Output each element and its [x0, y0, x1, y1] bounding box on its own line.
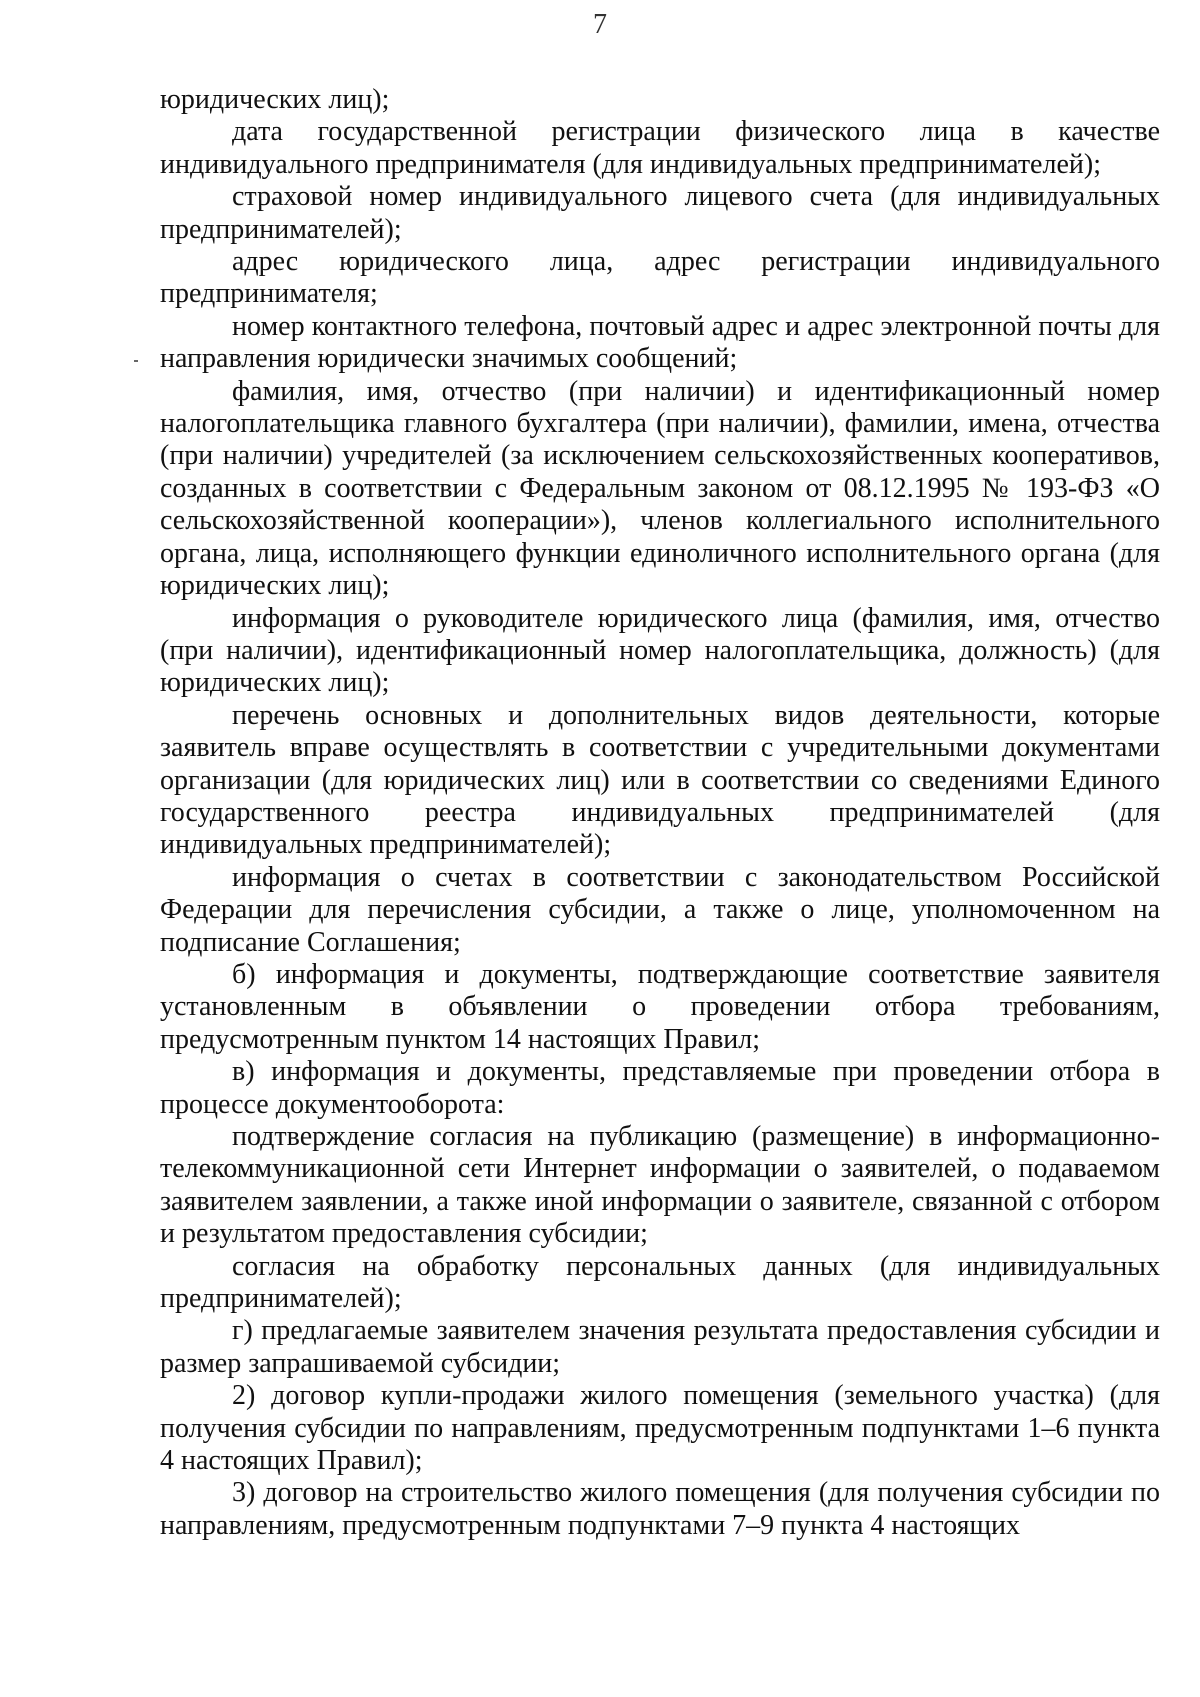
scan-mark — [134, 360, 138, 362]
paragraph-2: дата государственной регистрации физического лица в качестве индивидуального предпринимателя (для индивидуальных предпринимателей); — [160, 116, 1160, 180]
paragraph-15: 2) договор купли-продажи жилого помещения (земельного участка) (для получения субсидии по направлениям, предусмотренным подпунктами 1–6 пункта 4 настоящих Правил); — [160, 1380, 1160, 1477]
paragraph-1: юридических лиц); — [160, 84, 390, 115]
paragraph-14: г) предлагаемые заявителем значения результата предоставления субсидии и размер запрашиваемой субсидии; — [160, 1315, 1160, 1379]
paragraph-4: адрес юридического лица, адрес регистрации индивидуального предпринимателя; — [160, 246, 1160, 310]
paragraph-12: подтверждение согласия на публикацию (размещение) в информационно-телекоммуникационной сети Интернет информации о заявителей, о подаваемом заявителем заявлении, а также иной информации о заявителе, связанной с отбором и результатом предоставления субсидии; — [160, 1121, 1160, 1250]
document-body — [160, 84, 1160, 1542]
paragraph-9: информация о счетах в соответствии с законодательством Российской Федерации для перечисления субсидии, а также о лице, уполномоченном на подписание Соглашения; — [160, 861, 1160, 958]
paragraph-16: 3) договор на строительство жилого помещения (для получения субсидии по направлениям, предусмотренным подпунктами 7–9 пункта 4 настоящих — [160, 1477, 1160, 1541]
paragraph-5: номер контактного телефона, почтовый адрес и адрес электронной почты для направления юридически значимых сообщений; — [160, 310, 1160, 375]
paragraph-13: согласия на обработку персональных данных (для индивидуальных предпринимателей); — [160, 1250, 1160, 1315]
paragraph-3: страховой номер индивидуального лицевого счета (для индивидуальных предпринимателей); — [160, 181, 1160, 245]
paragraph-8: перечень основных и дополнительных видов деятельности, которые заявитель вправе осуществлять в соответствии с учредительными документами организации (для юридических лиц) или в соответствии со сведениями Единого государственного реестра индивидуальных предпринимателей (для индивидуальных предпринимателей); — [160, 699, 1160, 861]
paragraph-11: в) информация и документы, представляемые при проведении отбора в процессе документооборота: — [160, 1056, 1160, 1120]
page-number: 7 — [593, 9, 607, 40]
paragraph-6: фамилия, имя, отчество (при наличии) и идентификационный номер налогоплательщика главного бухгалтера (при наличии), фамилии, имена, отчества (при наличии) учредителей (за исключением сельскохозяйственных кооперативов, созданных в соответствии с Федеральным законом от 08.12.1995 № 193-ФЗ «О сельскохозяйственной кооперации»), членов коллегиального исполнительного органа, лица, исполняющего функции единоличного исполнительного органа (для юридических лиц); — [160, 375, 1160, 602]
paragraph-7: информация о руководителе юридического лица (фамилия, имя, отчество (при наличии), идентификационный номер налогоплательщика, должность) (для юридических лиц); — [160, 602, 1160, 699]
paragraph-10: б) информация и документы, подтверждающие соответствие заявителя установленным в объявлении о проведении отбора требованиям, предусмотренным пунктом 14 настоящих Правил; — [160, 958, 1160, 1055]
